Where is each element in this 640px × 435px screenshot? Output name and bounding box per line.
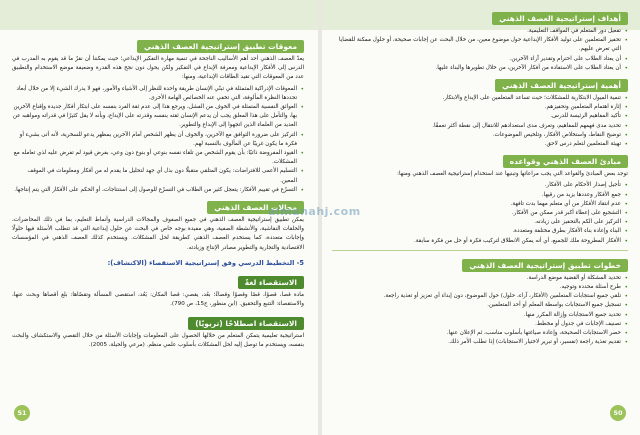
list-item: • البناء وإعادة بناء الأفكار بطرق مختلفة ومتعددة. — [332, 227, 628, 236]
list-item: • توضيح النقاط، واستخلاص الأفكار، وتلخيص الموضوعات. — [332, 131, 628, 140]
list-item: • تفعيل دور المتعلم في المواقف التعليمية. — [332, 27, 628, 36]
left-sec2-text: يمكن تطبيق إستراتيجية العصف الذهني في جميع الصفوف والمجالات الدراسية وأنماط التعليم، بما في ذلك المحاضرات، والحلقات النقاشية، والأنشطة الصفية، وهي مفيدة بوجه خاص في البحث عن حلول إبداعية التي قد تتطلب الأسئلة فيها حلولًا وإجابات متعددة، كما يستخدم العصف الذهني كطريقة لحل المشكلات. ويستخدم كذلك العصف الذهني في المؤسسات الاقتصادية والتجارية والتطوير مصادر الإنتاج وزيادته. — [12, 217, 304, 251]
right-sec1-heading: أهداف إستراتيجية العصف الذهني — [492, 12, 628, 25]
right-page — [322, 0, 640, 435]
list-item: • تقديم تغذية راجعة (تفسير، أو تبرير لاختيار الاستجابات) إذا تطلب الأمر ذلك. — [332, 338, 628, 347]
list-item: • أن يعتاد الطلاب على احترام وتقدير آراء الآخرين. — [332, 55, 628, 64]
right-sec2-heading: أهمية إستراتيجية العصف الذهني — [495, 79, 628, 92]
left-sec3-heading: الاستقصاء لغةً — [238, 276, 304, 289]
left-sec3-text: مادة قصا، قصوًا، قصًا وقصوًا وقصاءً؛ بعُد، يقصي: قصا المكان: بَعُد، استقصى المسألة وتقصّاها: بلغ أقصاها وبحث عنها، والاستقصاء: التتبع والتحقيق. (ابن منظور، ج15، ص 790). — [12, 291, 304, 308]
list-item: • حصر الاستجابات الصحيحة، وإعادة صياغتها بأسلوب مناسب، ثم الإعلان عنها. — [332, 329, 628, 338]
list-item: • طرح أسئلة محددة وتوجيه. — [332, 283, 628, 292]
right-sec3-intro: توجد بعض المبادئ والقواعد التي يجب مراعاتها وتبنيها عند استخدام إستراتيجية العصف الذهني ومنها: — [397, 171, 628, 178]
left-sec2-heading: مجالات العصف الذهني — [207, 201, 304, 214]
list-item: • التركيز على ضرورة التوافق مع الآخرين، والخوف أن يظهر الشخص أمام الآخرين بمظهر يدعو للسخرية، لأنه أتى بشيء أو فكرة ما يكون غريبًا عن المألوف بالنسبة لهم. — [12, 131, 304, 149]
list-item: • تأكيد المفاهيم الرئيسة للدرس. — [332, 112, 628, 121]
list-item: • العوائق النفسية المتمثلة في الخوف من الفشل، ويرجع هذا إلى عدم ثقة الفرد بنفسه على ابتكار أفكار جديدة وإقناع الآخرين بها، والتأمل على هذا المعلق يجب أن يدعم الإنسان ثقته بنفسه وقدرته على الإبداع، وبأنه لا يقل كثيرًا في قدراته ومواهبه عن العديد من العلماء الذين اتجهوا إلى الإبداع والتطوير. — [12, 103, 304, 131]
left-sec1-list — [12, 85, 304, 195]
list-item: • تحديد المشكلة أو القضية موضع الدراسة. — [332, 274, 628, 283]
list-item: • التركيز على الكم بالتحفيز على زيادته. — [332, 218, 628, 227]
list-item: • الأفكار المطروحة ملك للجميع، أي أنه يمكن الانطلاق لتركيب فكرة أو حل من فكرة سابقة. — [332, 237, 628, 246]
left-sec1-intro: يعدّ العصف الذهني أحد أهم الأساليب الناجحة في تنمية مهارة التفكير الإبداعي؛ حيث يمكننا أن نقرّ ما قد يقوم به المدرب في الدرس إلى الأفكار الإبداعية ومعرفة الإبداع في التفكير ولكن يحول دون نجح هذه القدرة وضعيفة موضع الاستخدام والتطبيق عدد من المعوقات التي تقيد الطاقات الإبداعية، ومنها: — [12, 56, 304, 81]
subtopic-title: 5- التخطيط الدرسي وفق إستراتيجية الاستقصاء (الاكتشاف): — [107, 258, 304, 267]
page-number-right: 50 — [610, 405, 626, 421]
page-number-left: 51 — [14, 405, 30, 421]
right-sec3-heading: مبادئ العصف الذهني وقواعده — [503, 155, 628, 168]
right-sec4-box — [332, 250, 628, 348]
list-item: • أن يعتاد الطلاب على الاستفادة من أفكار الآخرين، من خلال تطويرها والبناء عليها. — [332, 64, 628, 73]
list-item: • تنمية الميول الابتكارية للمشكلات؛ حيث تساعد المتعلمين على الإبداع والابتكار. — [332, 94, 628, 103]
list-item: • التسليم الأعمى للافتراضات: يكون المتلقي متقبلًا دون بذل أي جهد لتحليل ما يقدم له من أفكار ومعلومات في الموقف المعين. — [12, 167, 304, 185]
list-item: • القيود المفروضة ذاتيًا: بأن يقوم الشخص من تلقاء نفسه بنوعي أو بنوع دون وعي، بفرض قيود لم تفرض عليه لذي تعامله مع المشكلات. — [12, 149, 304, 167]
watermark-text: almanahj.com — [268, 205, 361, 218]
list-item: • تحديد جميع الاستجابات وإزالة المكرر منها. — [332, 311, 628, 320]
right-sec4-heading: خطوات تطبيق إستراتيجية العصف الذهني — [462, 259, 628, 272]
right-sec2-list — [332, 94, 628, 149]
list-item: • جمع الأفكار وعددها يزيد من رقيها. — [332, 191, 628, 200]
list-item: • التسرّع في تقييم الأفكار: يتعجل كثير من الطلاب في التسرّع للوصول إلى استنتاجات، أو الحكم على الأفكار التي يتم إنتاجها. — [12, 186, 304, 195]
right-sec4-list — [332, 274, 628, 348]
list-item: • عدم انتقاد الأفكار من أي متعلم مهما بدت تافهة. — [332, 200, 628, 209]
list-item: • تحفيز المتعلمين على توليد الأفكار الإبداعية حول موضوع معين، من خلال البحث عن إجابات صحيحة، أو حلول ممكنة للقضايا التي تعرض عليهم. — [332, 36, 628, 54]
left-sec1-heading: معوقات تطبيق إستراتيجية العصف الذهني — [137, 40, 304, 53]
list-item: • تصنيف الإجابات في جدول أو مخطط. — [332, 320, 628, 329]
list-item: • المعوقات الإدراكية المتمثلة في تبنّي الإنسان طريقة واحدة للنظر إلى الأشياء والأمور، فهو لا يدرك الشيء إلا من خلال أبعاد تحددها النظرة المألوفة، التي تخفي عنه الخصائص الهامة الأخرى. — [12, 85, 304, 103]
right-sec1-list — [332, 27, 628, 73]
list-item: • تأجيل إصدار الأحكام على الأفكار. — [332, 181, 628, 190]
list-item: • إثارة اهتمام المتعلمين وتحفيزهم. — [332, 103, 628, 112]
list-item: • تسجيل جميع الاستجابات بواسطة المعلم أو أحد المتعلمين. — [332, 301, 628, 310]
left-sec4-text: استراتيجية تعليمية يتمكن المتعلم من خلالها الحصول على المعلومات وإجابات الأسئلة من خلال التقصي والاستكشاف والبحث بنفسه، ويستخدم ما توصل إليه لحل المشكلات بأسلوب علمي منظم. (مرعي والحيلة، 2005). — [12, 333, 304, 349]
list-item: • التشجيع على إعطاء أكبر قدر ممكن من الأفكار. — [332, 209, 628, 218]
list-item: • تلقي جميع استجابات المتعلمين (الأفكار، آراء، حلول) حول الموضوع، دون إبداء أي تعزيز أو تغذية راجعة. — [332, 292, 628, 301]
right-sec3-list — [332, 181, 628, 245]
list-item: • تهيئة المتعلمين لتعلم درس لاحق. — [332, 140, 628, 149]
left-sec4-heading: الاستقصاء اصطلاحًا (تربويًا) — [188, 317, 304, 330]
list-item: • تحديد مدى فهمهم للمفاهيم، وتعرف مدى استعدادهم للانتقال إلى نقطة أكثر تعمقًا. — [332, 122, 628, 131]
